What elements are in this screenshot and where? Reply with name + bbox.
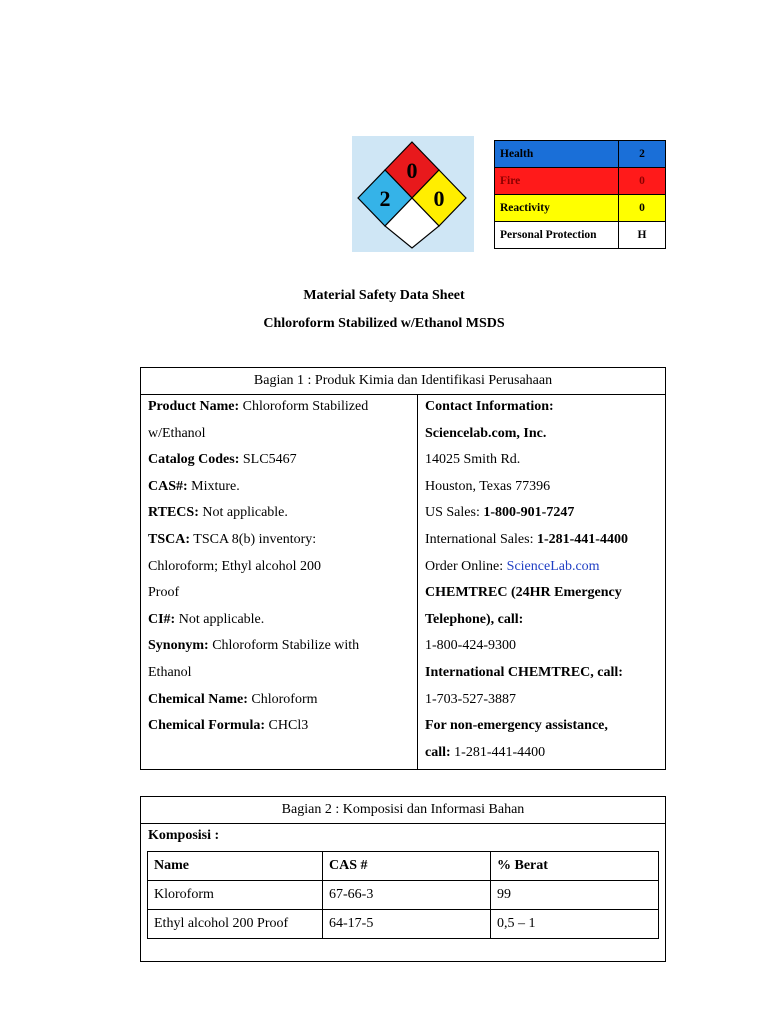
contact-text: US Sales: xyxy=(425,505,484,521)
product-info-line xyxy=(148,660,417,687)
nfpa-health-value: 2 xyxy=(379,186,391,211)
field-label: Product Name: xyxy=(148,399,240,414)
column-header: Name xyxy=(148,852,323,881)
hazard-row xyxy=(495,168,666,195)
field-value: CHCl3 xyxy=(265,718,309,734)
hazard-value: 2 xyxy=(619,141,666,168)
contact-emphasis: Sciencelab.com, Inc. xyxy=(425,425,547,441)
contact-info-line xyxy=(425,447,665,474)
contact-info-line xyxy=(425,740,665,767)
contact-info-line xyxy=(425,687,665,714)
field-label: Synonym: xyxy=(148,638,209,654)
hazard-label: Fire xyxy=(495,168,619,195)
contact-text: Order Online: xyxy=(425,558,507,574)
product-info-line xyxy=(148,554,417,581)
hazard-label: Health xyxy=(495,141,619,168)
contact-info-line xyxy=(425,394,665,421)
hazard-row xyxy=(495,195,666,222)
section-2-box xyxy=(140,796,666,962)
field-label: CI#: xyxy=(148,611,176,627)
hazard-value: 0 xyxy=(619,168,666,195)
contact-emphasis: International CHEMTREC, call: xyxy=(425,664,623,680)
field-label: TSCA: xyxy=(148,531,191,547)
contact-emphasis: 1-281-441-4400 xyxy=(536,531,628,547)
composition-header-row xyxy=(148,852,659,881)
product-info-line xyxy=(148,447,417,474)
table-row xyxy=(148,881,659,910)
product-info-line xyxy=(148,633,417,660)
product-info-line xyxy=(148,713,417,740)
field-label: Chemical Name: xyxy=(148,691,248,707)
field-value: Not applicable. xyxy=(198,505,288,521)
column-header: CAS # xyxy=(323,852,491,881)
contact-info-line xyxy=(425,713,665,740)
contact-info-line xyxy=(425,633,665,660)
field-value: Chloroform; Ethyl alcohol 200 xyxy=(148,558,322,574)
field-value: Chloroform Stabilized xyxy=(239,399,369,414)
field-value: Ethanol xyxy=(148,664,192,680)
column-header: % Berat xyxy=(491,852,659,881)
field-value: Chloroform Stabilize with xyxy=(208,638,360,654)
product-info-line xyxy=(148,607,417,634)
contact-info-line xyxy=(425,660,665,687)
product-info-line xyxy=(148,527,417,554)
field-value: Chloroform xyxy=(247,691,318,707)
field-label: CAS#: xyxy=(148,478,188,494)
hazard-rating-table xyxy=(494,140,666,249)
section-2-header: Bagian 2 : Komposisi dan Informasi Bahan xyxy=(141,797,665,824)
field-label: Chemical Formula: xyxy=(148,718,266,734)
product-info-line xyxy=(148,474,417,501)
table-cell: Ethyl alcohol 200 Proof xyxy=(148,910,323,939)
field-value: Not applicable. xyxy=(175,611,265,627)
nfpa-fire-value: 0 xyxy=(406,158,418,183)
product-info-line xyxy=(148,500,417,527)
nfpa-diamond-graphic xyxy=(352,136,474,252)
field-label: RTECS: xyxy=(148,505,199,521)
contact-info-line xyxy=(425,474,665,501)
contact-text: 1-281-441-4400 xyxy=(450,744,546,760)
hazard-value: 0 xyxy=(619,195,666,222)
field-value: w/Ethanol xyxy=(148,425,206,441)
hazard-row xyxy=(495,222,666,249)
composition-table xyxy=(147,851,659,939)
table-cell: Kloroform xyxy=(148,881,323,910)
field-value: TSCA 8(b) inventory: xyxy=(190,531,317,547)
product-info-line xyxy=(148,687,417,714)
contact-information-column xyxy=(418,394,665,769)
section-1-box xyxy=(140,367,666,770)
hazard-label: Reactivity xyxy=(495,195,619,222)
contact-text: International Sales: xyxy=(425,531,537,547)
table-cell: 64-17-5 xyxy=(323,910,491,939)
contact-info-line xyxy=(425,554,665,581)
contact-info-line xyxy=(425,500,665,527)
field-value: Mixture. xyxy=(187,478,240,494)
contact-emphasis: 1-800-901-7247 xyxy=(483,505,575,521)
contact-text: 14025 Smith Rd. xyxy=(425,452,521,468)
section-1-header: Bagian 1 : Produk Kimia dan Identifikasi Perusahaan xyxy=(141,368,665,395)
table-cell: 0,5 – 1 xyxy=(491,910,659,939)
nfpa-diamond xyxy=(352,136,474,252)
contact-info-line xyxy=(425,421,665,448)
contact-info-line xyxy=(425,580,665,607)
document-title: Material Safety Data Sheet xyxy=(303,288,465,303)
field-value: SLC5467 xyxy=(239,452,297,468)
table-row xyxy=(148,910,659,939)
table-cell: 67-66-3 xyxy=(323,881,491,910)
contact-emphasis: call: xyxy=(425,744,451,760)
contact-info-line xyxy=(425,607,665,634)
hazard-label: Personal Protection xyxy=(495,222,619,249)
order-online-link[interactable]: ScienceLab.com xyxy=(506,558,600,574)
field-label: Catalog Codes: xyxy=(148,452,240,468)
product-identification-column xyxy=(141,394,418,769)
hazard-row xyxy=(495,141,666,168)
nfpa-reactivity-value: 0 xyxy=(433,186,445,211)
table-cell: 99 xyxy=(491,881,659,910)
product-info-line xyxy=(148,421,417,448)
document-subtitle: Chloroform Stabilized w/Ethanol MSDS xyxy=(263,316,505,331)
contact-info-line xyxy=(425,527,665,554)
komposisi-label: Komposisi : xyxy=(148,828,220,843)
contact-emphasis: For non-emergency assistance, xyxy=(425,718,608,734)
contact-emphasis: Contact Information: xyxy=(425,399,554,414)
hazard-value: H xyxy=(619,222,666,249)
field-value: Proof xyxy=(148,585,180,601)
contact-text: 1-703-527-3887 xyxy=(425,691,516,707)
product-info-line xyxy=(148,580,417,607)
contact-text: 1-800-424-9300 xyxy=(425,638,516,654)
product-info-line xyxy=(148,394,417,421)
contact-text: Houston, Texas 77396 xyxy=(425,478,551,494)
contact-emphasis: CHEMTREC (24HR Emergency xyxy=(425,585,622,601)
contact-emphasis: Telephone), call: xyxy=(425,611,524,627)
